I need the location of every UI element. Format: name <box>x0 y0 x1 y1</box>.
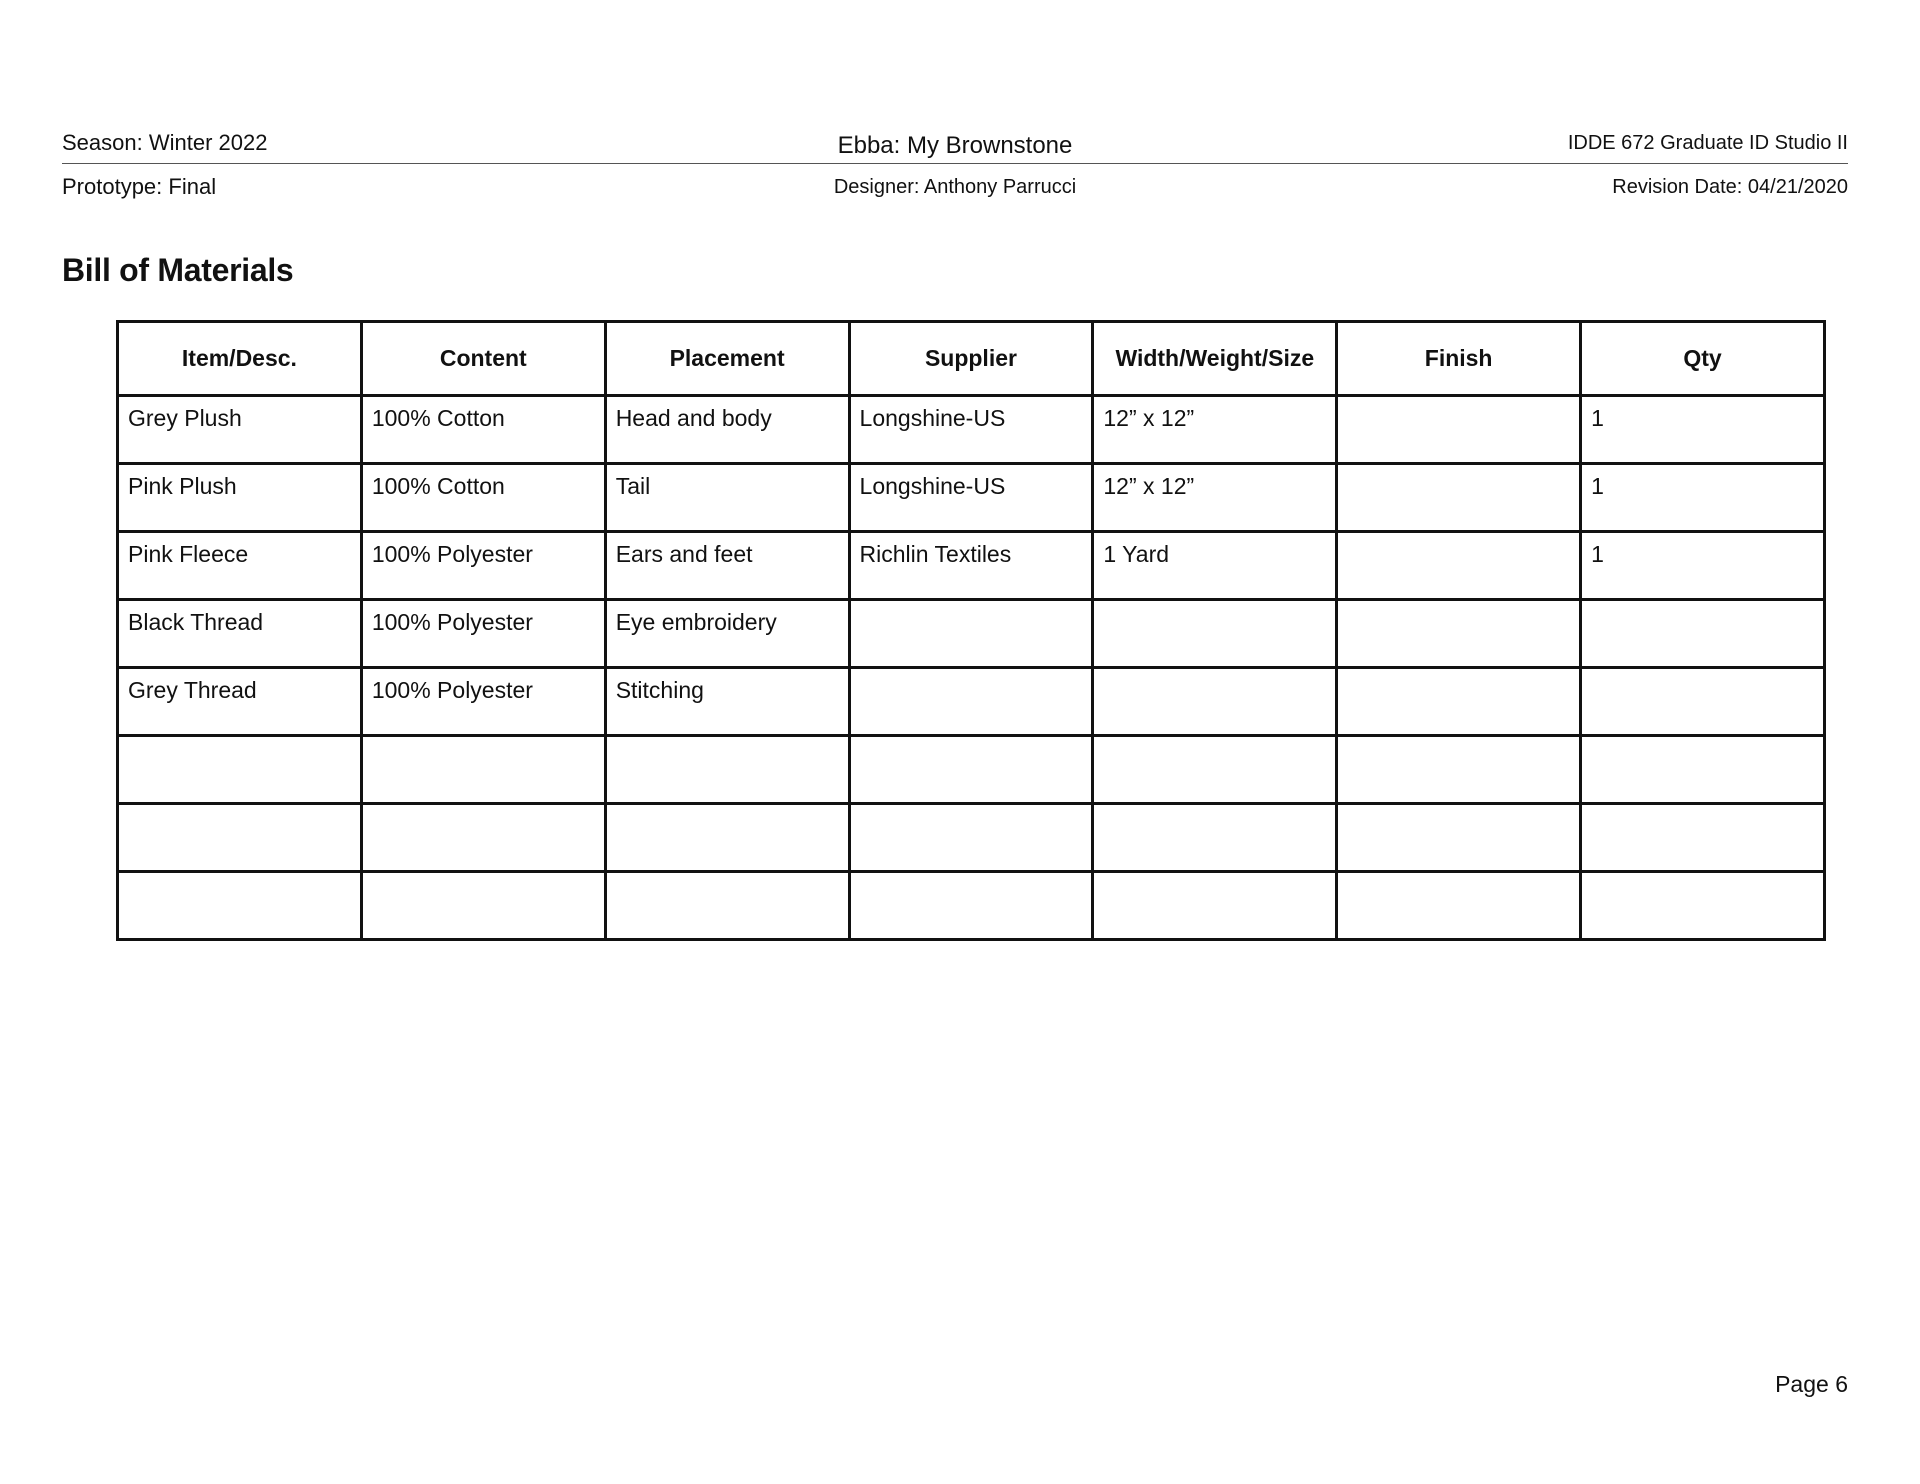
table-cell <box>1093 804 1337 872</box>
column-header-finish: Finish <box>1337 322 1581 396</box>
table-cell <box>849 872 1093 940</box>
table-cell <box>1581 600 1825 668</box>
column-header-placement: Placement <box>605 322 849 396</box>
column-header-qty: Qty <box>1581 322 1825 396</box>
table-row <box>118 396 1825 464</box>
table-cell: Head and body <box>605 396 849 464</box>
table-cell <box>605 804 849 872</box>
table-cell <box>1093 600 1337 668</box>
table-row <box>118 600 1825 668</box>
table-cell <box>605 872 849 940</box>
table-cell <box>361 804 605 872</box>
table-cell: 1 <box>1581 396 1825 464</box>
table-cell <box>1581 668 1825 736</box>
table-cell: Stitching <box>605 668 849 736</box>
table-cell <box>849 668 1093 736</box>
table-cell: 100% Cotton <box>361 464 605 532</box>
header-divider <box>62 163 1848 164</box>
table-cell <box>1581 736 1825 804</box>
bill-of-materials-table <box>116 320 1826 941</box>
column-header-item: Item/Desc. <box>118 322 362 396</box>
table-cell <box>1093 872 1337 940</box>
table-cell: 1 <box>1581 532 1825 600</box>
table-cell: Grey Thread <box>118 668 362 736</box>
table-row <box>118 804 1825 872</box>
table-cell <box>1337 736 1581 804</box>
table-header-row <box>118 322 1825 396</box>
table-cell <box>1337 804 1581 872</box>
table-cell <box>1093 668 1337 736</box>
page-number: Page 6 <box>1775 1371 1848 1397</box>
table-cell <box>1337 668 1581 736</box>
table-cell <box>1337 464 1581 532</box>
table-cell <box>605 736 849 804</box>
table-cell: Eye embroidery <box>605 600 849 668</box>
table-cell: 100% Polyester <box>361 600 605 668</box>
table-cell: Tail <box>605 464 849 532</box>
table-row <box>118 532 1825 600</box>
table-cell: 100% Cotton <box>361 396 605 464</box>
table-cell <box>361 736 605 804</box>
season-label: Season: Winter 2022 <box>62 130 268 155</box>
table-cell: Ears and feet <box>605 532 849 600</box>
table-cell: 100% Polyester <box>361 532 605 600</box>
header-row-top <box>62 130 1848 160</box>
table-cell <box>1093 736 1337 804</box>
table-cell <box>361 872 605 940</box>
table-cell: Pink Fleece <box>118 532 362 600</box>
table-cell: 100% Polyester <box>361 668 605 736</box>
table-cell <box>118 872 362 940</box>
table-cell: Black Thread <box>118 600 362 668</box>
table-row <box>118 668 1825 736</box>
table-cell: Richlin Textiles <box>849 532 1093 600</box>
table-cell <box>118 804 362 872</box>
table-cell: Longshine-US <box>849 396 1093 464</box>
page-title: Bill of Materials <box>62 252 294 288</box>
table-cell <box>118 736 362 804</box>
table-cell: 1 <box>1581 464 1825 532</box>
column-header-size: Width/Weight/Size <box>1093 322 1337 396</box>
table-cell: Pink Plush <box>118 464 362 532</box>
table-cell <box>1337 396 1581 464</box>
prototype-label: Prototype: Final <box>62 174 217 199</box>
project-title: Ebba: My Brownstone <box>837 132 1073 159</box>
table-cell <box>1337 872 1581 940</box>
column-header-content: Content <box>361 322 605 396</box>
table-cell <box>849 600 1093 668</box>
designer-label: Designer: Anthony Parrucci <box>833 176 1077 198</box>
table-cell <box>1337 600 1581 668</box>
table-cell <box>1581 804 1825 872</box>
table-cell <box>1581 872 1825 940</box>
table-row <box>118 464 1825 532</box>
table-cell: Longshine-US <box>849 464 1093 532</box>
table-cell: 12” x 12” <box>1093 464 1337 532</box>
table-row <box>118 736 1825 804</box>
table-cell: 12” x 12” <box>1093 396 1337 464</box>
table-cell <box>849 736 1093 804</box>
column-header-supplier: Supplier <box>849 322 1093 396</box>
table-cell: Grey Plush <box>118 396 362 464</box>
table-row <box>118 872 1825 940</box>
header-row-bottom <box>62 174 1848 204</box>
table-cell <box>1337 532 1581 600</box>
course-label: IDDE 672 Graduate ID Studio II <box>1567 132 1848 154</box>
table-cell: 1 Yard <box>1093 532 1337 600</box>
table-cell <box>849 804 1093 872</box>
revision-date-label: Revision Date: 04/21/2020 <box>1612 176 1848 198</box>
